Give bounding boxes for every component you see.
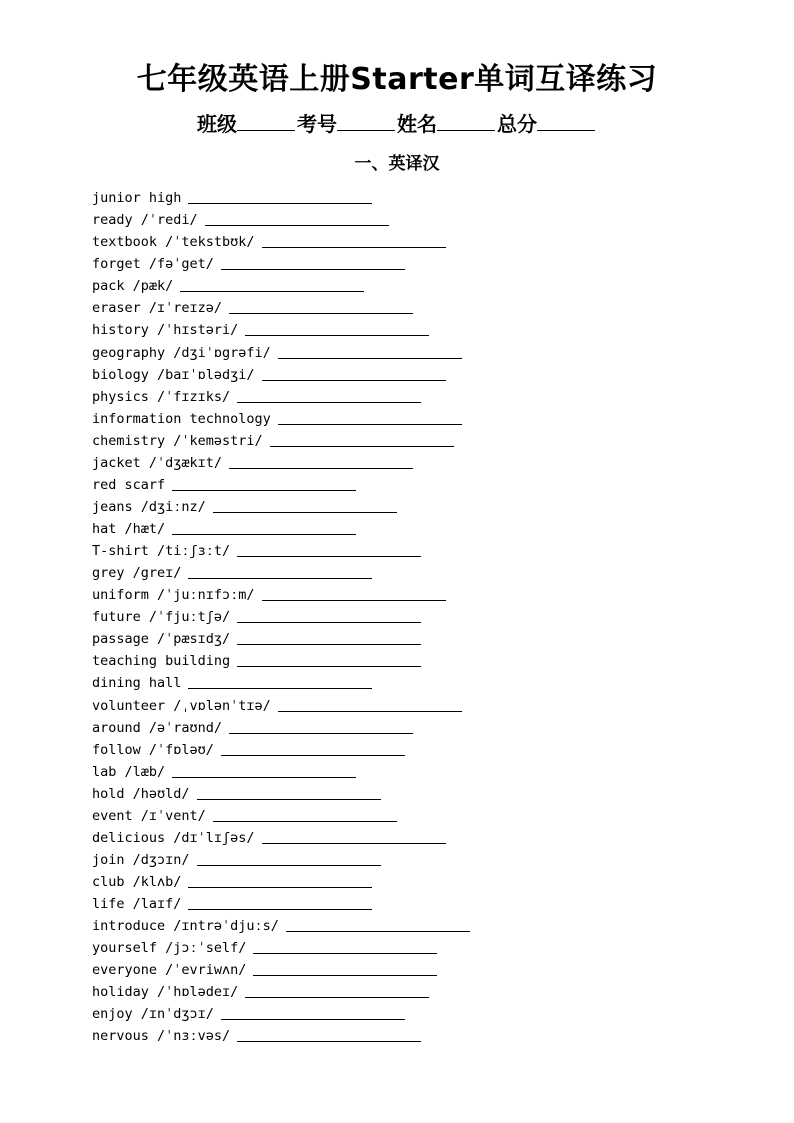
- word-row: [92, 384, 692, 406]
- word-row: [92, 472, 692, 494]
- word-text: information technology: [92, 410, 271, 427]
- student-info-line: [0, 108, 794, 140]
- word-text: delicious /dɪˈlɪʃəs/: [92, 829, 255, 846]
- answer-blank[interactable]: [188, 202, 372, 204]
- word-row: [92, 979, 692, 1001]
- word-row: [92, 670, 692, 692]
- word-row: [92, 869, 692, 891]
- word-row: [92, 847, 692, 869]
- word-row: [92, 362, 692, 384]
- word-row: [92, 582, 692, 604]
- total-score-blank[interactable]: [537, 110, 595, 131]
- word-text: biology /baɪˈɒlədʒi/: [92, 366, 255, 383]
- word-row: [92, 516, 692, 538]
- answer-blank[interactable]: [197, 864, 381, 866]
- answer-blank[interactable]: [278, 710, 462, 712]
- word-text: everyone /ˈevriwʌn/: [92, 962, 247, 979]
- answer-blank[interactable]: [221, 268, 405, 270]
- section-title: 一、英译汉: [354, 154, 440, 174]
- word-text: eraser /ɪˈreɪzə/: [92, 300, 223, 317]
- answer-blank[interactable]: [262, 599, 446, 601]
- word-row: [92, 450, 692, 472]
- word-text: club /klʌb/: [92, 874, 182, 890]
- word-row: [92, 207, 692, 229]
- word-text: grey /greɪ/: [92, 565, 182, 582]
- word-text: forget /fəˈget/: [92, 256, 214, 273]
- word-text: future /ˈfjuːtʃə/: [92, 609, 231, 626]
- answer-blank[interactable]: [253, 952, 437, 954]
- answer-blank[interactable]: [205, 224, 389, 226]
- word-text: pack /pæk/: [92, 278, 174, 295]
- class-label: 班级: [197, 112, 237, 136]
- answer-blank[interactable]: [229, 732, 413, 734]
- answer-blank[interactable]: [229, 312, 413, 314]
- answer-blank[interactable]: [213, 820, 397, 822]
- word-row: [92, 715, 692, 737]
- word-row: [92, 428, 692, 450]
- word-text: around /əˈraʊnd/: [92, 719, 223, 736]
- answer-blank[interactable]: [229, 467, 413, 469]
- exam-number-blank[interactable]: [337, 110, 395, 131]
- answer-blank[interactable]: [262, 246, 446, 248]
- word-text: dining hall: [92, 675, 182, 692]
- answer-blank[interactable]: [245, 334, 429, 336]
- word-row: [92, 317, 692, 339]
- answer-blank[interactable]: [172, 533, 356, 535]
- word-row: [92, 648, 692, 670]
- answer-blank[interactable]: [188, 577, 372, 579]
- word-row: [92, 626, 692, 648]
- total-score-field: [497, 108, 597, 140]
- word-row: [92, 935, 692, 957]
- word-text: enjoy /ɪnˈdʒɔɪ/: [92, 1006, 214, 1023]
- word-row: [92, 781, 692, 803]
- answer-blank[interactable]: [245, 996, 429, 998]
- word-text: volunteer /ˌvɒlənˈtɪə/: [92, 697, 271, 714]
- answer-blank[interactable]: [253, 974, 437, 976]
- word-text: event /ɪˈvent/: [92, 807, 206, 824]
- answer-blank[interactable]: [180, 290, 364, 292]
- word-text: jeans /dʒiːnz/: [92, 498, 206, 515]
- class-blank[interactable]: [237, 110, 295, 131]
- word-row: [92, 560, 692, 582]
- answer-blank[interactable]: [237, 621, 421, 623]
- word-row: [92, 494, 692, 516]
- answer-blank[interactable]: [221, 754, 405, 756]
- answer-blank[interactable]: [172, 776, 356, 778]
- word-text: teaching building: [92, 653, 231, 670]
- answer-blank[interactable]: [213, 511, 397, 513]
- answer-blank[interactable]: [237, 401, 421, 403]
- answer-blank[interactable]: [262, 379, 446, 381]
- total-score-label: 总分: [497, 112, 537, 136]
- word-text: follow /ˈfɒləʊ/: [92, 741, 214, 758]
- word-text: passage /ˈpæsɪdʒ/: [92, 631, 231, 648]
- word-text: hold /həʊld/: [92, 785, 190, 802]
- word-row: [92, 692, 692, 714]
- exam-number-field: [297, 108, 397, 140]
- answer-blank[interactable]: [237, 555, 421, 557]
- word-text: history /ˈhɪstəri/: [92, 322, 239, 339]
- word-text: life /laɪf/: [92, 896, 182, 913]
- exam-number-label: 考号: [297, 112, 337, 136]
- word-row: [92, 295, 692, 317]
- answer-blank[interactable]: [237, 643, 421, 645]
- word-text: jacket /ˈdʒækɪt/: [92, 454, 223, 471]
- word-text: holiday /ˈhɒlədeɪ/: [92, 984, 239, 1001]
- answer-blank[interactable]: [278, 423, 462, 425]
- page-title: 七年级英语上册Starter单词互译练习: [136, 62, 658, 97]
- word-text: geography /dʒiˈɒgrəfi/: [92, 344, 271, 361]
- word-text: lab /læb/: [92, 763, 166, 780]
- word-row: [92, 604, 692, 626]
- answer-blank[interactable]: [188, 886, 372, 888]
- word-row: [92, 913, 692, 935]
- answer-blank[interactable]: [278, 357, 462, 359]
- name-label: 姓名: [397, 112, 437, 136]
- word-text: join /dʒɔɪn/: [92, 851, 190, 868]
- name-field: [397, 108, 497, 140]
- word-row: [92, 957, 692, 979]
- word-text: yourself /jɔːˈself/: [92, 940, 247, 957]
- word-text: junior high: [92, 190, 182, 207]
- word-text: nervous /ˈnɜːvəs/: [92, 1028, 231, 1045]
- word-row: [92, 339, 692, 361]
- word-row: [92, 185, 692, 207]
- word-text: hat /hæt/: [92, 521, 166, 537]
- word-row: [92, 538, 692, 560]
- word-row: [92, 803, 692, 825]
- answer-blank[interactable]: [188, 908, 372, 910]
- answer-blank[interactable]: [237, 665, 421, 667]
- answer-blank[interactable]: [270, 445, 454, 447]
- word-row: [92, 1001, 692, 1023]
- word-text: chemistry /ˈkeməstri/: [92, 432, 263, 449]
- answer-blank[interactable]: [262, 842, 446, 844]
- word-row: [92, 406, 692, 428]
- answer-blank[interactable]: [221, 1018, 405, 1020]
- word-row: [92, 759, 692, 781]
- word-row: [92, 737, 692, 759]
- word-text: introduce /ɪntrəˈdjuːs/: [92, 918, 279, 935]
- answer-blank[interactable]: [188, 687, 372, 689]
- answer-blank[interactable]: [286, 930, 470, 932]
- word-row: [92, 229, 692, 251]
- word-row: [92, 825, 692, 847]
- word-row: [92, 273, 692, 295]
- word-text: T-shirt /tiːʃɜːt/: [92, 543, 231, 560]
- class-field: [197, 108, 297, 140]
- answer-blank[interactable]: [197, 798, 381, 800]
- word-list: [92, 185, 692, 1045]
- word-row: [92, 251, 692, 273]
- answer-blank[interactable]: [237, 1040, 421, 1042]
- word-text: ready /ˈredi/: [92, 212, 198, 229]
- word-row: [92, 891, 692, 913]
- word-text: red scarf: [92, 476, 166, 493]
- word-text: uniform /ˈjuːnɪfɔːm/: [92, 587, 255, 604]
- word-text: textbook /ˈtekstbʊk/: [92, 234, 255, 251]
- name-blank[interactable]: [437, 110, 495, 131]
- word-text: physics /ˈfɪzɪks/: [92, 388, 231, 405]
- answer-blank[interactable]: [172, 489, 356, 491]
- word-row: [92, 1023, 692, 1045]
